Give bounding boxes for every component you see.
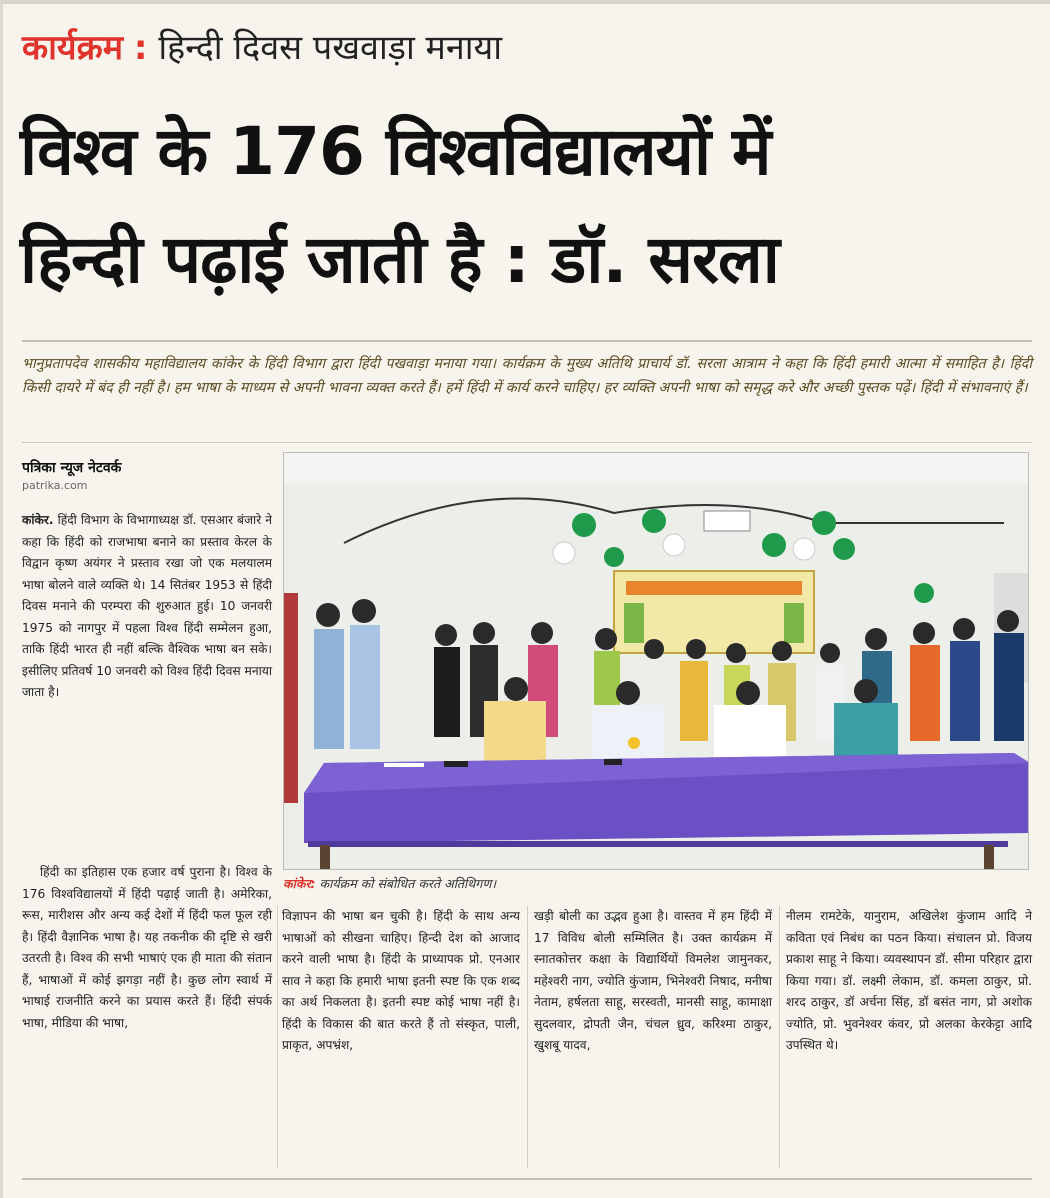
- column-divider-2: [527, 906, 528, 1168]
- byline-org: पत्रिका न्यूज नेटवर्क: [22, 460, 122, 476]
- dateline: कांकेर.: [22, 513, 54, 527]
- body-column-4: नीलम रामटेके, यानुराम, अखिलेश कुंजाम आदि ने कविता एवं निबंध का पठन किया। संचालन प्रो. विजय प्रकाश साहू ने किया। व्यवस्थापन डॉ. सीमा परिहार द्वारा किया गया। डॉ. लक्ष्मी लेकाम, डॉ. कमला ठाकुर, प्रो. शरद ठाकुर, डॉ अर्चना सिंह, डॉ बसंत नाग, प्रो अशोक ज्योति, प्रो. भुवनेश्वर कंवर, प्रो अलका केरकेट्टा आदि उपस्थित थे।: [786, 909, 1032, 1052]
- column-divider-1: [277, 906, 278, 1168]
- body-col1-paragraph-1: हिंदी विभाग के विभागाध्यक्ष डॉ. एसआर बंजारे ने कहा कि हिंदी को राजभाषा बनाने का प्रस्ताव केरल के विद्वान कृष्ण अयंगर ने प्रस्ताव रखा जो एक मलयालम भाषा बोलने वाले व्यक्ति थे। 14 सितंबर 1953 से हिंदी दिवस मनाने की परम्परा की शुरुआत हुई। 10 जनवरी 1975 को नागपुर में पहला विश्व हिंदी सम्मेलन हुआ, ताकि हिंदी भारत ही नहीं बल्कि वैश्विक भाषा बन सके। इसीलिए प्रतिवर्ष 10 जनवरी को विश्व हिंदी दिवस मनाया जाता है।: [22, 513, 273, 699]
- summary-divider: [22, 442, 1032, 443]
- body-column-1: [22, 510, 272, 704]
- kicker-label: कार्यक्रम: [22, 28, 124, 68]
- event-photo-illustration: [284, 453, 1029, 870]
- caption-place: कांकेर:: [283, 876, 316, 891]
- body-column-2: विज्ञापन की भाषा बन चुकी है। हिंदी के साथ अन्य भाषाओं को सीखना चाहिए। हिन्दी देश को आजाद करने वाली भाषा है। हिंदी के प्राध्यापक प्रो. एनआर साव ने कहा कि हमारी भाषा इतनी स्पष्ट कि एक शब्द का अर्थ निकलता है। इतनी स्पष्ट कोई भाषा नहीं है। हिंदी के विकास की बात करते हैं तो संस्कृत, पाली, प्राकृत, अपभ्रंश,: [282, 909, 520, 1052]
- caption-text: कार्यक्रम को संबोधित करते अतिथिगण।: [315, 876, 497, 891]
- byline: [22, 458, 272, 492]
- body-col1-paragraph-2: हिंदी का इतिहास एक हजार वर्ष पुराना है। विश्व के 176 विश्वविद्यालयों में हिंदी पढ़ाई जाती है। अमेरिका, रूस, मारीशस और अन्य कई देशों में हिंदी फल फूल रही है। हिंदी वैज्ञानिक भाषा है। यह तकनीक की दृष्टि से खरी उतरती है। विश्व की सभी भाषाएं एक ही माता की संतान हैं, भाषाओं में कोई झगड़ा नहीं है। कुछ लोग स्वार्थ में भाषाई राजनीति करने का प्रयास करते हैं। हिंदी संपर्क भाषा, मीडिया की भाषा,: [22, 865, 272, 1030]
- summary-text: भानुप्रतापदेव शासकीय महाविद्यालय कांकेर के हिंदी विभाग द्वारा हिंदी पखवाड़ा मनाया गया। कार्यक्रम के मुख्य अतिथि प्राचार्य डॉ. सरला आत्राम ने कहा कि हिंदी हमारी आत्मा में समाहित है। हिंदी किसी दायरे में बंद ही नहीं है। हम भाषा के माध्यम से अपनी भावना व्यक्त करते हैं। हमें हिंदी में कार्य करने चाहिए। हर व्यक्ति अपनी भाषा को समृद्ध करे और अच्छी पुस्तक पढ़ें। हिंदी में संभावनाएं हैं।: [22, 356, 1032, 396]
- bottom-divider: [22, 1178, 1032, 1180]
- kicker-separator: :: [133, 28, 148, 68]
- byline-site: patrika.com: [22, 479, 88, 492]
- column-divider-3: [779, 906, 780, 1168]
- event-photo: [283, 452, 1029, 870]
- headline: [20, 98, 1030, 314]
- kicker-subtitle: हिन्दी दिवस पखवाड़ा मनाया: [158, 28, 503, 68]
- headline-line-2: हिन्दी पढ़ाई जाती है : डॉ. सरला: [20, 221, 779, 298]
- body-column-3: खड़ी बोली का उद्भव हुआ है। वास्तव में हम हिंदी में 17 विविध बोली सम्मिलित है। उक्त कार्यक्रम में स्नातकोत्तर कक्षा के विद्यार्थियों विमलेश जामुनकर, महेश्वरी नाग, ज्योति कुंजाम, भिनेश्वरी निषाद, मनीषा नेताम, हर्षलता साहू, सरस्वती, मानसी साहू, कामाक्षा सुदलवार, द्रोपती जैन, चंचल ध्रुव, करिश्मा ठाकुर, खुशबू यादव,: [534, 909, 772, 1052]
- headline-line-1: विश्व के 176 विश्वविद्यालयों में: [20, 113, 771, 190]
- top-divider: [22, 340, 1032, 342]
- photo-caption: [283, 875, 1029, 892]
- kicker: [22, 28, 502, 68]
